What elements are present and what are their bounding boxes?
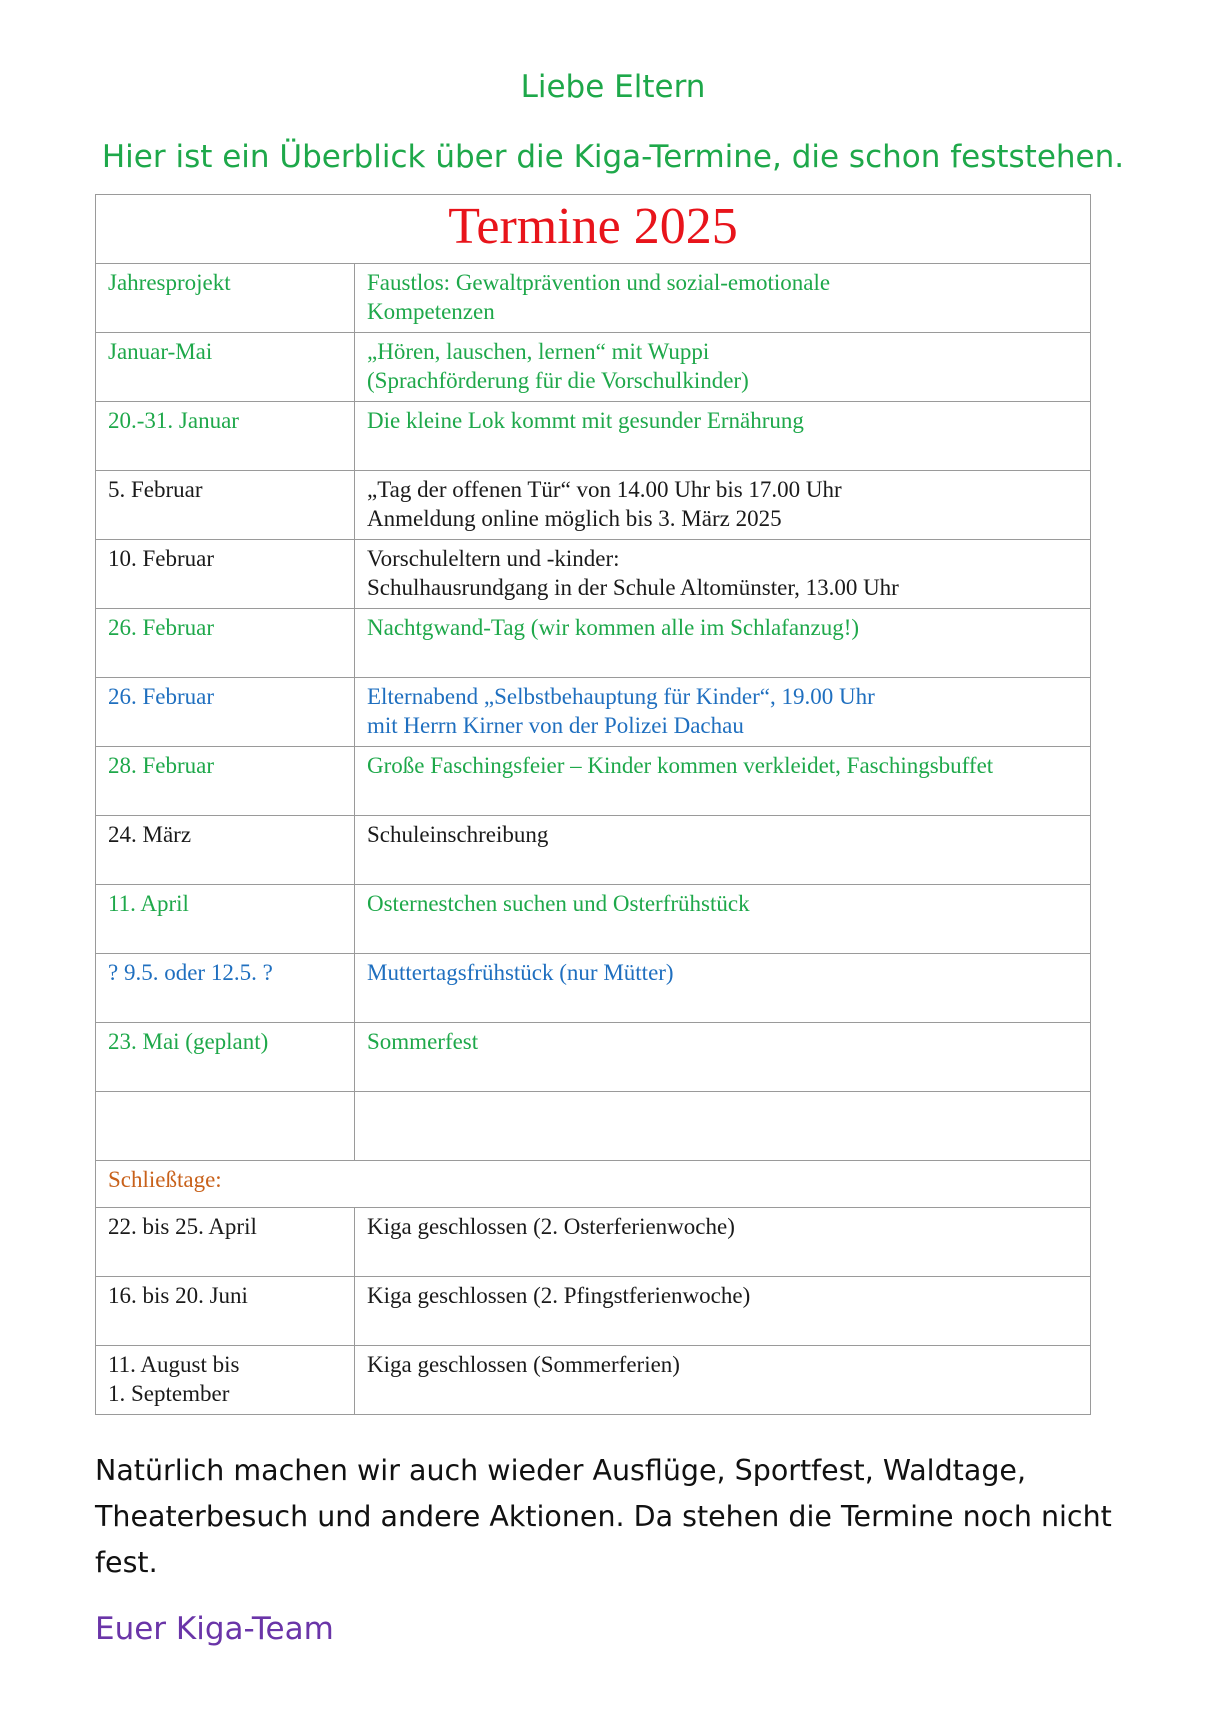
event-description-line: „Hören, lauschen, lernen“ mit Wuppi <box>367 339 710 364</box>
event-description-line: Elternabend „Selbstbehauptung für Kinder“, 19.00 Uhr <box>367 684 875 709</box>
event-date: 5. Februar <box>96 471 355 540</box>
event-description <box>355 747 1091 816</box>
event-row <box>96 402 1091 471</box>
table-title: Termine 2025 <box>96 195 1091 264</box>
event-row <box>96 540 1091 609</box>
signature: Euer Kiga-Team <box>95 1611 334 1647</box>
event-description-line: (Sprachförderung für die Vorschulkinder) <box>367 368 749 393</box>
event-description <box>355 471 1091 540</box>
event-description <box>355 1023 1091 1092</box>
event-description-line: Osternestchen suchen und Osterfrühstück <box>367 891 750 916</box>
event-description <box>355 402 1091 471</box>
footer-line: Theaterbesuch und andere Aktionen. Da stehen die Termine noch nicht <box>95 1500 1112 1533</box>
event-description-line: Nachtgwand-Tag (wir kommen alle im Schlafanzug!) <box>367 615 860 640</box>
event-row <box>96 885 1091 954</box>
closing-day-description: Kiga geschlossen (Sommerferien) <box>355 1346 1091 1415</box>
event-date: 26. Februar <box>96 678 355 747</box>
closing-day-row <box>96 1346 1091 1415</box>
event-description-line: Vorschuleltern und -kinder: <box>367 546 620 571</box>
event-row <box>96 471 1091 540</box>
event-date: Jahresprojekt <box>96 264 355 333</box>
intro-text: Hier ist ein Überblick über die Kiga-Termine, die schon feststehen. <box>101 139 1125 175</box>
event-description-line: Die kleine Lok kommt mit gesunder Ernährung <box>367 408 804 433</box>
event-description-line: Sommerfest <box>367 1029 479 1054</box>
closing-day-date <box>96 1208 355 1277</box>
event-description <box>355 333 1091 402</box>
event-description-line: Faustlos: Gewaltprävention und sozial-emotionale <box>367 270 831 295</box>
event-date: 24. März <box>96 816 355 885</box>
event-date: Januar-Mai <box>96 333 355 402</box>
closing-day-row <box>96 1277 1091 1346</box>
event-description <box>355 954 1091 1023</box>
closing-day-date-line: 22. bis 25. April <box>108 1214 257 1239</box>
footer-line: Natürlich machen wir auch wieder Ausflüge, Sportfest, Waldtage, <box>95 1454 1027 1487</box>
event-date: 26. Februar <box>96 609 355 678</box>
closing-days-heading-row <box>96 1161 1091 1208</box>
schedule-table <box>95 194 1091 1415</box>
event-date: 28. Februar <box>96 747 355 816</box>
closing-day-row <box>96 1208 1091 1277</box>
event-date: ? 9.5. oder 12.5. ? <box>96 954 355 1023</box>
event-row <box>96 678 1091 747</box>
event-description <box>355 264 1091 333</box>
event-description <box>355 678 1091 747</box>
event-row <box>96 747 1091 816</box>
event-row <box>96 1023 1091 1092</box>
closing-day-date <box>96 1277 355 1346</box>
table-title-row <box>96 195 1091 264</box>
event-row <box>96 816 1091 885</box>
event-description <box>355 609 1091 678</box>
event-row <box>96 954 1091 1023</box>
event-description <box>355 1092 1091 1161</box>
event-description-line: mit Herrn Kirner von der Polizei Dachau <box>367 713 744 738</box>
closing-day-date-line: 11. August bis <box>108 1352 240 1377</box>
event-date: 10. Februar <box>96 540 355 609</box>
event-date: 11. April <box>96 885 355 954</box>
event-row <box>96 264 1091 333</box>
event-description-line: Schulhausrundgang in der Schule Altomünster, 13.00 Uhr <box>367 575 899 600</box>
event-row <box>96 333 1091 402</box>
footer-text <box>95 1448 1145 1586</box>
event-description-line: Kompetenzen <box>367 299 495 324</box>
event-row <box>96 1092 1091 1161</box>
closing-day-date-line: 16. bis 20. Juni <box>108 1283 248 1308</box>
closing-day-date <box>96 1346 355 1415</box>
footer-line: fest. <box>95 1546 158 1579</box>
closing-day-description: Kiga geschlossen (2. Pfingstferienwoche) <box>355 1277 1091 1346</box>
event-description <box>355 816 1091 885</box>
event-description <box>355 885 1091 954</box>
closing-day-date-line: 1. September <box>108 1381 230 1406</box>
event-description-line: „Tag der offenen Tür“ von 14.00 Uhr bis 17.00 Uhr <box>367 477 842 502</box>
event-date: 20.-31. Januar <box>96 402 355 471</box>
closing-day-description: Kiga geschlossen (2. Osterferienwoche) <box>355 1208 1091 1277</box>
event-description-line: Große Faschingsfeier – Kinder kommen verkleidet, Faschingsbuffet <box>367 753 994 778</box>
event-description-line: Anmeldung online möglich bis 3. März 2025 <box>367 506 782 531</box>
event-row <box>96 609 1091 678</box>
event-date <box>96 1092 355 1161</box>
event-date: 23. Mai (geplant) <box>96 1023 355 1092</box>
event-description-line: Schuleinschreibung <box>367 822 549 847</box>
closing-days-heading: Schließtage: <box>96 1161 1091 1208</box>
event-description <box>355 540 1091 609</box>
event-description-line: Muttertagsfrühstück (nur Mütter) <box>367 960 674 985</box>
greeting: Liebe Eltern <box>520 69 706 105</box>
